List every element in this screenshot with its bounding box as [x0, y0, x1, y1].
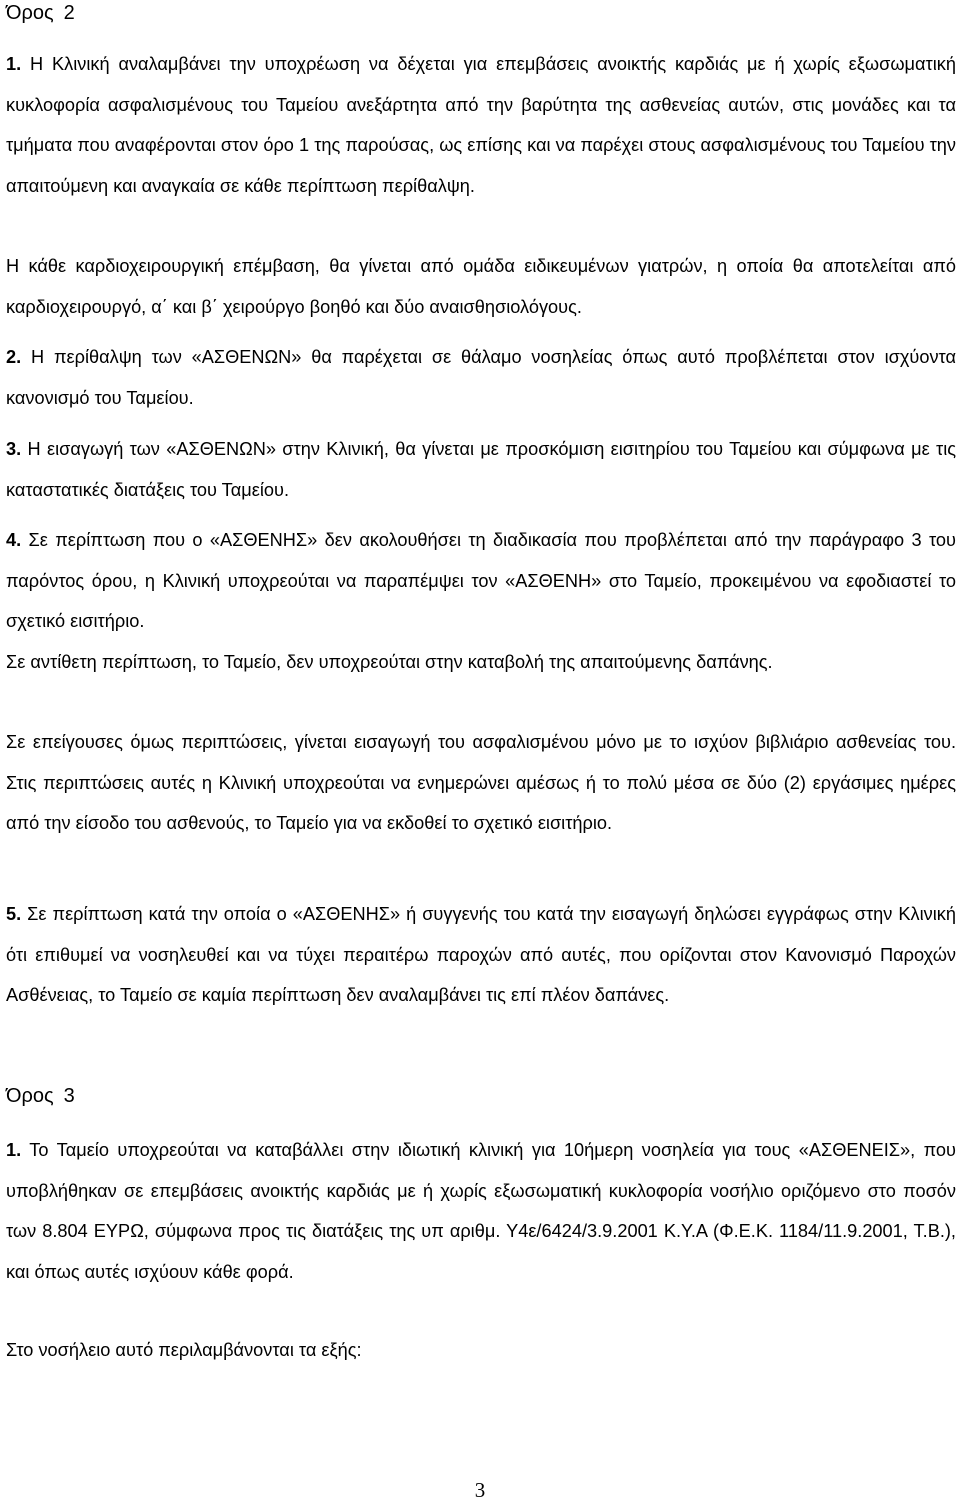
page-number: 3 [474, 1478, 486, 1502]
paragraph-number: 1. [6, 54, 22, 74]
paragraph-number: 4. [6, 530, 22, 550]
heading-number: 2 [63, 2, 75, 24]
paragraph-2-1b [6, 246, 956, 327]
section-heading-3 [6, 1085, 75, 1108]
heading-word: Όρος [6, 1085, 54, 1107]
paragraph-text: Σε επείγουσες όμως περιπτώσεις, γίνεται εισαγωγή του ασφαλισμένου μόνο με το ισχύον βιβλιάριο ασθενείας του. Στις περιπτώσεις αυτές η Κλινική υποχρεούται να ενημερώνει αμέσως ή το πολύ μέσα σε δύο (2) εργάσιμες ημέρες από την είσοδο του ασθενούς, το Ταμείο για να εκδοθεί το σχετικό εισιτήριο. [6, 732, 956, 833]
paragraph-text: Η εισαγωγή των «ΑΣΘΕΝΩΝ» στην Κλινική, θα γίνεται με προσκόμιση εισιτηρίου του Ταμείου και σύμφωνα με τις καταστατικές διατάξεις του Ταμείου. [6, 439, 956, 500]
paragraph-text: Η περίθαλψη των «ΑΣΘΕΝΩΝ» θα παρέχεται σε θάλαμο νοσηλείας όπως αυτό προβλέπεται στον ισχύοντα κανονισμό του Ταμείου. [6, 347, 956, 408]
paragraph-number: 5. [6, 904, 22, 924]
paragraph-2-3 [6, 429, 956, 510]
heading-word: Όρος [6, 2, 54, 24]
paragraph-text: Σε περίπτωση που ο «ΑΣΘΕΝΗΣ» δεν ακολουθήσει τη διαδικασία που προβλέπεται από την παράγραφο 3 του παρόντος όρου, η Κλινική υποχρεούται να παραπέμψει τον «ΑΣΘΕΝΗ» στο Ταμείο, προκειμένου να εφοδιαστεί το σχετικό εισιτήριο. [6, 530, 956, 631]
paragraph-2-5 [6, 894, 956, 1016]
paragraph-text: Η Κλινική αναλαμβάνει την υποχρέωση να δέχεται για επεμβάσεις ανοικτής καρδιάς με ή χωρίς εξωσωματική κυκλοφορία ασφαλισμένους του Ταμείου ανεξάρτητα από την βαρύτητα της ασθενείας αυτών, στις μονάδες και τα τμήματα που αναφέρονται στον όρο 1 της παρούσας, ως επίσης και να παρέχει στους ασφαλισμένους του Ταμείου την απαιτούμενη και αναγκαία σε κάθε περίπτωση περίθαλψη. [6, 54, 956, 196]
heading-number: 3 [63, 1085, 75, 1107]
paragraph-text: Το Ταμείο υποχρεούται να καταβάλλει στην ιδιωτική κλινική για 10ήμερη νοσηλεία για τους «ΑΣΘΕΝΕΙΣ», που υποβλήθηκαν σε επεμβάσεις ανοικτής καρδιάς με ή χωρίς εξωσωματική κυκλοφορία νοσήλιο οριζόμενο στο ποσόν των 8.804 ΕΥΡΩ, σύμφωνα προς τις διατάξεις της υπ αριθμ. Υ4ε/6424/3.9.2001 Κ.Υ.Α (Φ.Ε.Κ. 1184/11.9.2001, Τ.Β.), και όπως αυτές ισχύουν κάθε φορά. [6, 1140, 956, 1282]
paragraph-2-4 [6, 520, 956, 642]
paragraph-2-4c [6, 722, 956, 844]
paragraph-2-2 [6, 337, 956, 418]
paragraph-text: Σε αντίθετη περίπτωση, το Ταμείο, δεν υποχρεούται στην καταβολή της απαιτούμενης δαπάνης. [6, 652, 773, 672]
paragraph-number: 1. [6, 1140, 22, 1160]
paragraph-number: 2. [6, 347, 22, 367]
paragraph-2-1 [6, 44, 956, 206]
paragraph-2-4b [6, 642, 956, 683]
paragraph-3-1 [6, 1130, 956, 1292]
paragraph-text: Η κάθε καρδιοχειρουργική επέμβαση, θα γίνεται από ομάδα ειδικευμένων γιατρών, η οποία θα αποτελείται από καρδιοχειρουργό, α΄ και β΄ χειρούργο βοηθό και δύο αναισθησιολόγους. [6, 256, 956, 317]
section-heading-2 [6, 2, 75, 25]
paragraph-3-1b [6, 1330, 956, 1371]
paragraph-number: 3. [6, 439, 22, 459]
paragraph-text: Στο νοσήλειο αυτό περιλαμβάνονται τα εξής: [6, 1340, 362, 1360]
paragraph-text: Σε περίπτωση κατά την οποία ο «ΑΣΘΕΝΗΣ» ή συγγενής του κατά την εισαγωγή δηλώσει εγγράφως στην Κλινική ότι επιθυμεί να νοσηλευθεί και να τύχει περαιτέρω παροχών από αυτές, που ορίζονται στον Κανονισμό Παροχών Ασθένειας, το Ταμείο σε καμία περίπτωση δεν αναλαμβάνει τις επί πλέον δαπάνες. [6, 904, 956, 1005]
